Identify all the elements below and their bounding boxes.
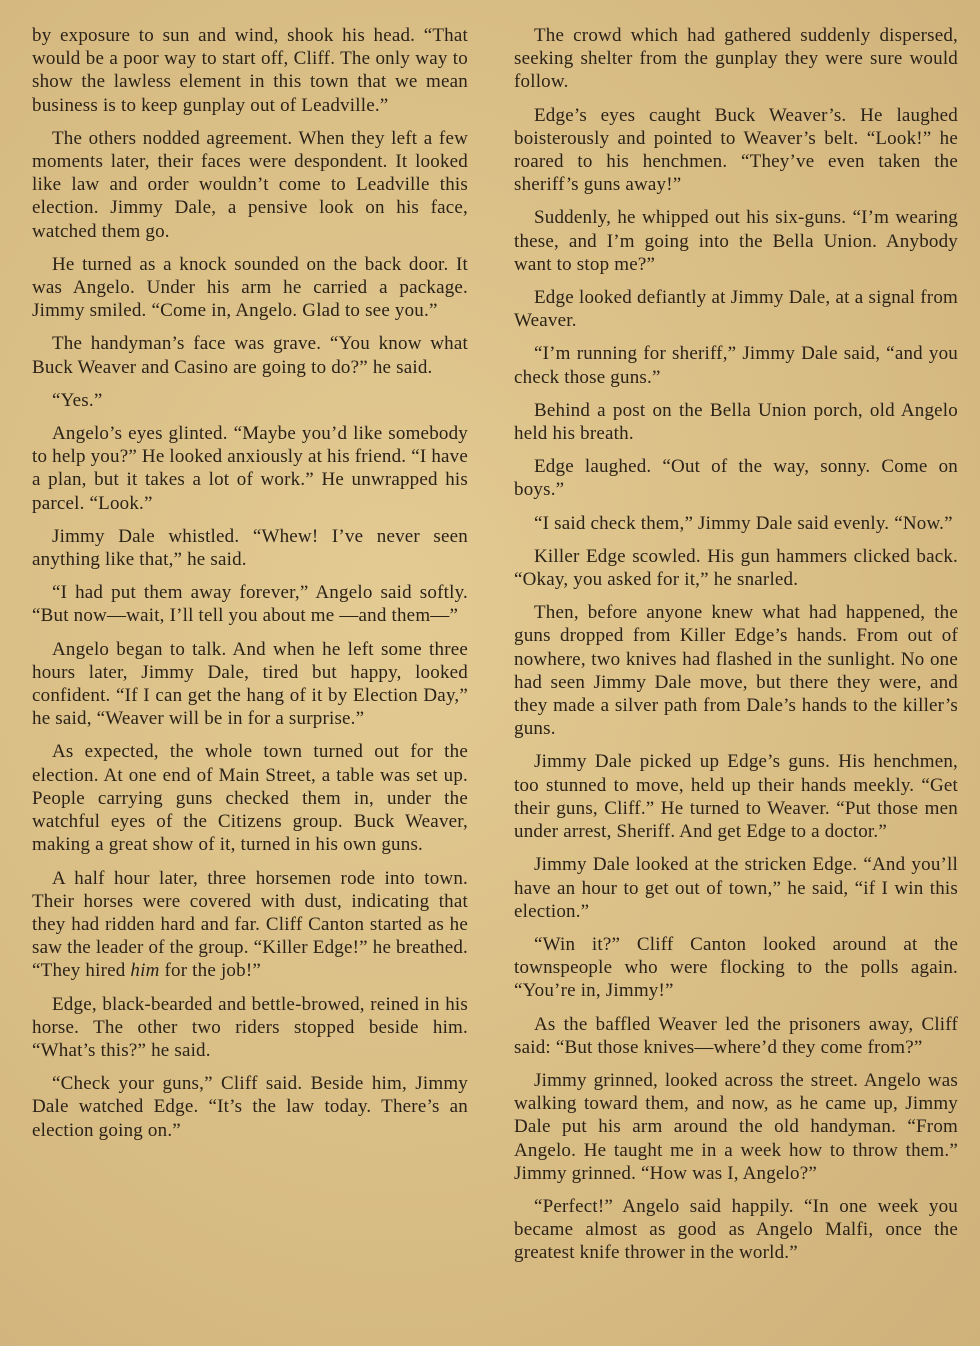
paragraph: Jimmy grinned, looked across the street. Angelo was walking toward them, and now, as he came up, Jimmy Dale put his arm around the old handyman. “From Angelo. He taught me in a week how to throw them.” Jimmy grinned. “How was I, Angelo?”	[514, 1069, 958, 1184]
paragraph: Then, before anyone knew what had happened, the guns dropped from Killer Edge’s hands. From out of nowhere, two knives had flashed in the sunlight. No one had seen Jimmy Dale move, but there they were, and they made a silver path from Dale’s hands to the killer’s guns.	[514, 602, 958, 740]
paragraph: Killer Edge scowled. His gun hammers clicked back. “Okay, you asked for it,” he snarled.	[514, 545, 958, 591]
paragraph: Edge laughed. “Out of the way, sonny. Come on boys.”	[514, 456, 958, 501]
paragraph: As expected, the whole town turned out for the election. At one end of Main Street, a table was set up. People carrying guns checked them in, under the watchful eyes of the Citizens group. Buck Weaver, making a great show of it, turned in his own guns.	[32, 741, 468, 856]
paragraph: Edge looked defiantly at Jimmy Dale, at a signal from Weaver.	[514, 287, 958, 332]
paragraph: Behind a post on the Bella Union porch, old Angelo held his breath.	[514, 399, 958, 445]
paragraph: A half hour later, three horsemen rode into town. Their horses were covered with dust, indicating that they had ridden hard and far. Cliff Canton started as he saw the leader of the group. “Killer Edge!” he breathed. “They hired him for the job!”	[32, 867, 468, 982]
paragraph: He turned as a knock sounded on the back door. It was Angelo. Under his arm he carried a package. Jimmy smiled. “Come in, Angelo. Glad to see you.”	[32, 253, 468, 322]
paragraph: Edge’s eyes caught Buck Weaver’s. He laughed boisterously and pointed to Weaver’s belt. “Look!” he roared to his henchmen. “They’ve even taken the sheriff’s guns away!”	[514, 104, 958, 196]
paragraph: “Win it?” Cliff Canton looked around at the townspeople who were flocking to the polls again. “You’re in, Jimmy!”	[514, 933, 958, 1002]
paragraph: “Check your guns,” Cliff said. Beside him, Jimmy Dale watched Edge. “It’s the law today. There’s an election going on.”	[32, 1073, 468, 1141]
paragraph: Edge, black-bearded and bettle-browed, reined in his horse. The other two riders stopped beside him. “What’s this?” he said.	[32, 993, 468, 1061]
paragraph: “I’m running for sheriff,” Jimmy Dale said, “and you check those guns.”	[514, 343, 958, 388]
paragraph: Jimmy Dale whistled. “Whew! I’ve never seen anything like that,” he said.	[32, 525, 468, 571]
paragraph: by exposure to sun and wind, shook his head. “That would be a poor way to start off, Cliff. The only way to show the lawless element in this town that we mean business is to keep gunplay out of Leadville.”	[32, 25, 468, 116]
paragraph: “Yes.”	[52, 389, 103, 411]
paragraph: Jimmy Dale looked at the stricken Edge. “And you’ll have an hour to get out of town,” he said, “if I win this election.”	[514, 854, 958, 922]
paragraph: Angelo’s eyes glinted. “Maybe you’d like somebody to help you?” He looked anxiously at his friend. “I have a plan, but it takes a lot of work.” He unwrapped his parcel. “Look.”	[32, 423, 468, 514]
paragraph: The crowd which had gathered suddenly dispersed, seeking shelter from the gunplay they were sure would follow.	[514, 25, 958, 93]
paragraph: Angelo began to talk. And when he left some three hours later, Jimmy Dale, tired but happy, looked confident. “If I can get the hang of it by Election Day,” he said, “Weaver will be in for a surprise.”	[32, 638, 468, 730]
paragraph: The others nodded agreement. When they left a few moments later, their faces were despondent. It looked like law and order wouldn’t come to Leadville this election. Jimmy Dale, a pensive look on his face, watched them go.	[32, 127, 468, 242]
paragraph: “Perfect!” Angelo said happily. “In one week you became almost as good as Angelo Malfi, once the greatest knife thrower in the world.”	[514, 1195, 958, 1264]
paragraph: “I said check them,” Jimmy Dale said evenly. “Now.”	[534, 512, 953, 534]
paragraph: Suddenly, he whipped out his six-guns. “I’m wearing these, and I’m going into the Bella Union. Anybody want to stop me?”	[514, 207, 958, 275]
paragraph: As the baffled Weaver led the prisoners away, Cliff said: “But those knives—where’d they come from?”	[514, 1013, 958, 1058]
paragraph: “I had put them away forever,” Angelo said softly. “But now—wait, I’ll tell you about me —and them—”	[32, 582, 468, 627]
paragraph: The handyman’s face was grave. “You know what Buck Weaver and Casino are going to do?” he said.	[32, 333, 468, 378]
emphasis: him	[130, 960, 160, 982]
left-text-column	[32, 24, 468, 1152]
paragraph: Jimmy Dale picked up Edge’s guns. His henchmen, too stunned to move, held up their hands meekly. “Get their guns, Cliff.” He turned to Weaver. “Put those men under arrest, Sheriff. And get Edge to a doctor.”	[514, 751, 958, 843]
right-text-column	[514, 24, 958, 1275]
